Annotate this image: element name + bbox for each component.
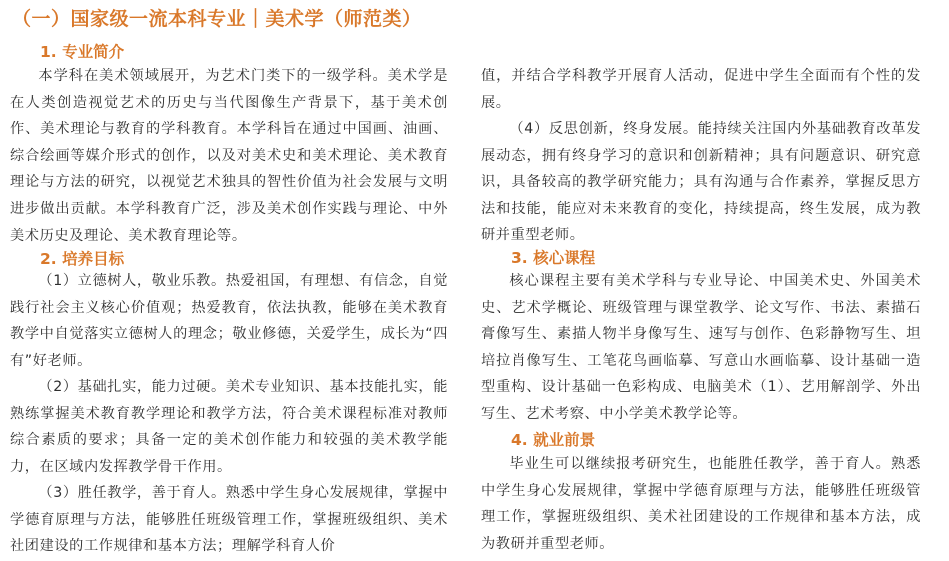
goals-paragraph-2: （2）基础扎实，能力过硬。美术专业知识、基本技能扎实，能熟练掌握美术教育教学理论和教学方法，符合美术课程标准对教师综合素质的要求；具备一定的美术创作能力和较强的美术教学能力，在区域内发挥教学骨干作用。 bbox=[10, 379, 448, 475]
goals-paragraph-1: （1）立德树人，敬业乐教。热爱祖国，有理想、有信念，自觉践行社会主义核心价值观；热爱教育，依法执教，能够在美术教育教学中自觉落实立德树人的理念；敬业修德，关爱学生，成长为“四有”好老师。 bbox=[10, 273, 448, 369]
section-heading-courses: 3. 核心课程 bbox=[511, 249, 596, 267]
goals-paragraph-3-continued: 值，并结合学科教学开展育人活动，促进中学生全面而有个性的发展。 bbox=[481, 68, 921, 111]
section-heading-career: 4. 就业前景 bbox=[511, 431, 596, 449]
goals-paragraph-3: （3）胜任教学，善于育人。熟悉中学生身心发展规律，掌握中学德育原理与方法，能够胜任班级管理工作，掌握班级组织、美术社团建设的工作规律和基本方法；理解学科育人价 bbox=[10, 485, 448, 555]
page-title: （一）国家级一流本科专业｜美术学（师范类） bbox=[12, 8, 422, 30]
section-heading-intro: 1. 专业简介 bbox=[40, 43, 125, 61]
intro-paragraph: 本学科在美术领域展开，为艺术门类下的一级学科。美术学是在人类创造视觉艺术的历史与当代图像生产背景下，基于美术创作、美术理论与教育的学科教育。本学科旨在通过中国画、油画、综合绘画等媒介形式的创作，以及对美术史和美术理论、美术教育理论与方法的研究，以视觉艺术独具的智性价值为社会发展与文明进步做出贡献。本学科教育广泛，涉及美术创作实践与理论、中外美术历史及理论、美术教育理论等。 bbox=[10, 68, 448, 244]
goals-paragraph-4: （4）反思创新，终身发展。能持续关注国内外基础教育改革发展动态，拥有终身学习的意识和创新精神；具有问题意识、研究意识，具备较高的教学研究能力；具有沟通与合作素养，掌握反思方法和技能，能应对未来教育的变化，持续提高，终生发展，成为教研并重型老师。 bbox=[481, 121, 921, 244]
section-heading-goals: 2. 培养目标 bbox=[40, 250, 125, 268]
career-paragraph: 毕业生可以继续报考研究生，也能胜任教学，善于育人。熟悉中学生身心发展规律，掌握中学德育原理与方法，能够胜任班级管理工作，掌握班级组织、美术社团建设的工作规律和基本方法，成为教研并重型老师。 bbox=[481, 456, 921, 552]
courses-paragraph: 核心课程主要有美术学科与专业导论、中国美术史、外国美术史、艺术学概论、班级管理与课堂教学、论文写作、书法、素描石膏像写生、素描人物半身像写生、速写与创作、色彩静物写生、坦培拉肖像写生、工笔花鸟画临摹、写意山水画临摹、设计基础一造型重构、设计基础一色彩构成、电脑美术（1）、艺用解剖学、外出写生、艺术考察、中小学美术教学论等。 bbox=[481, 273, 921, 422]
